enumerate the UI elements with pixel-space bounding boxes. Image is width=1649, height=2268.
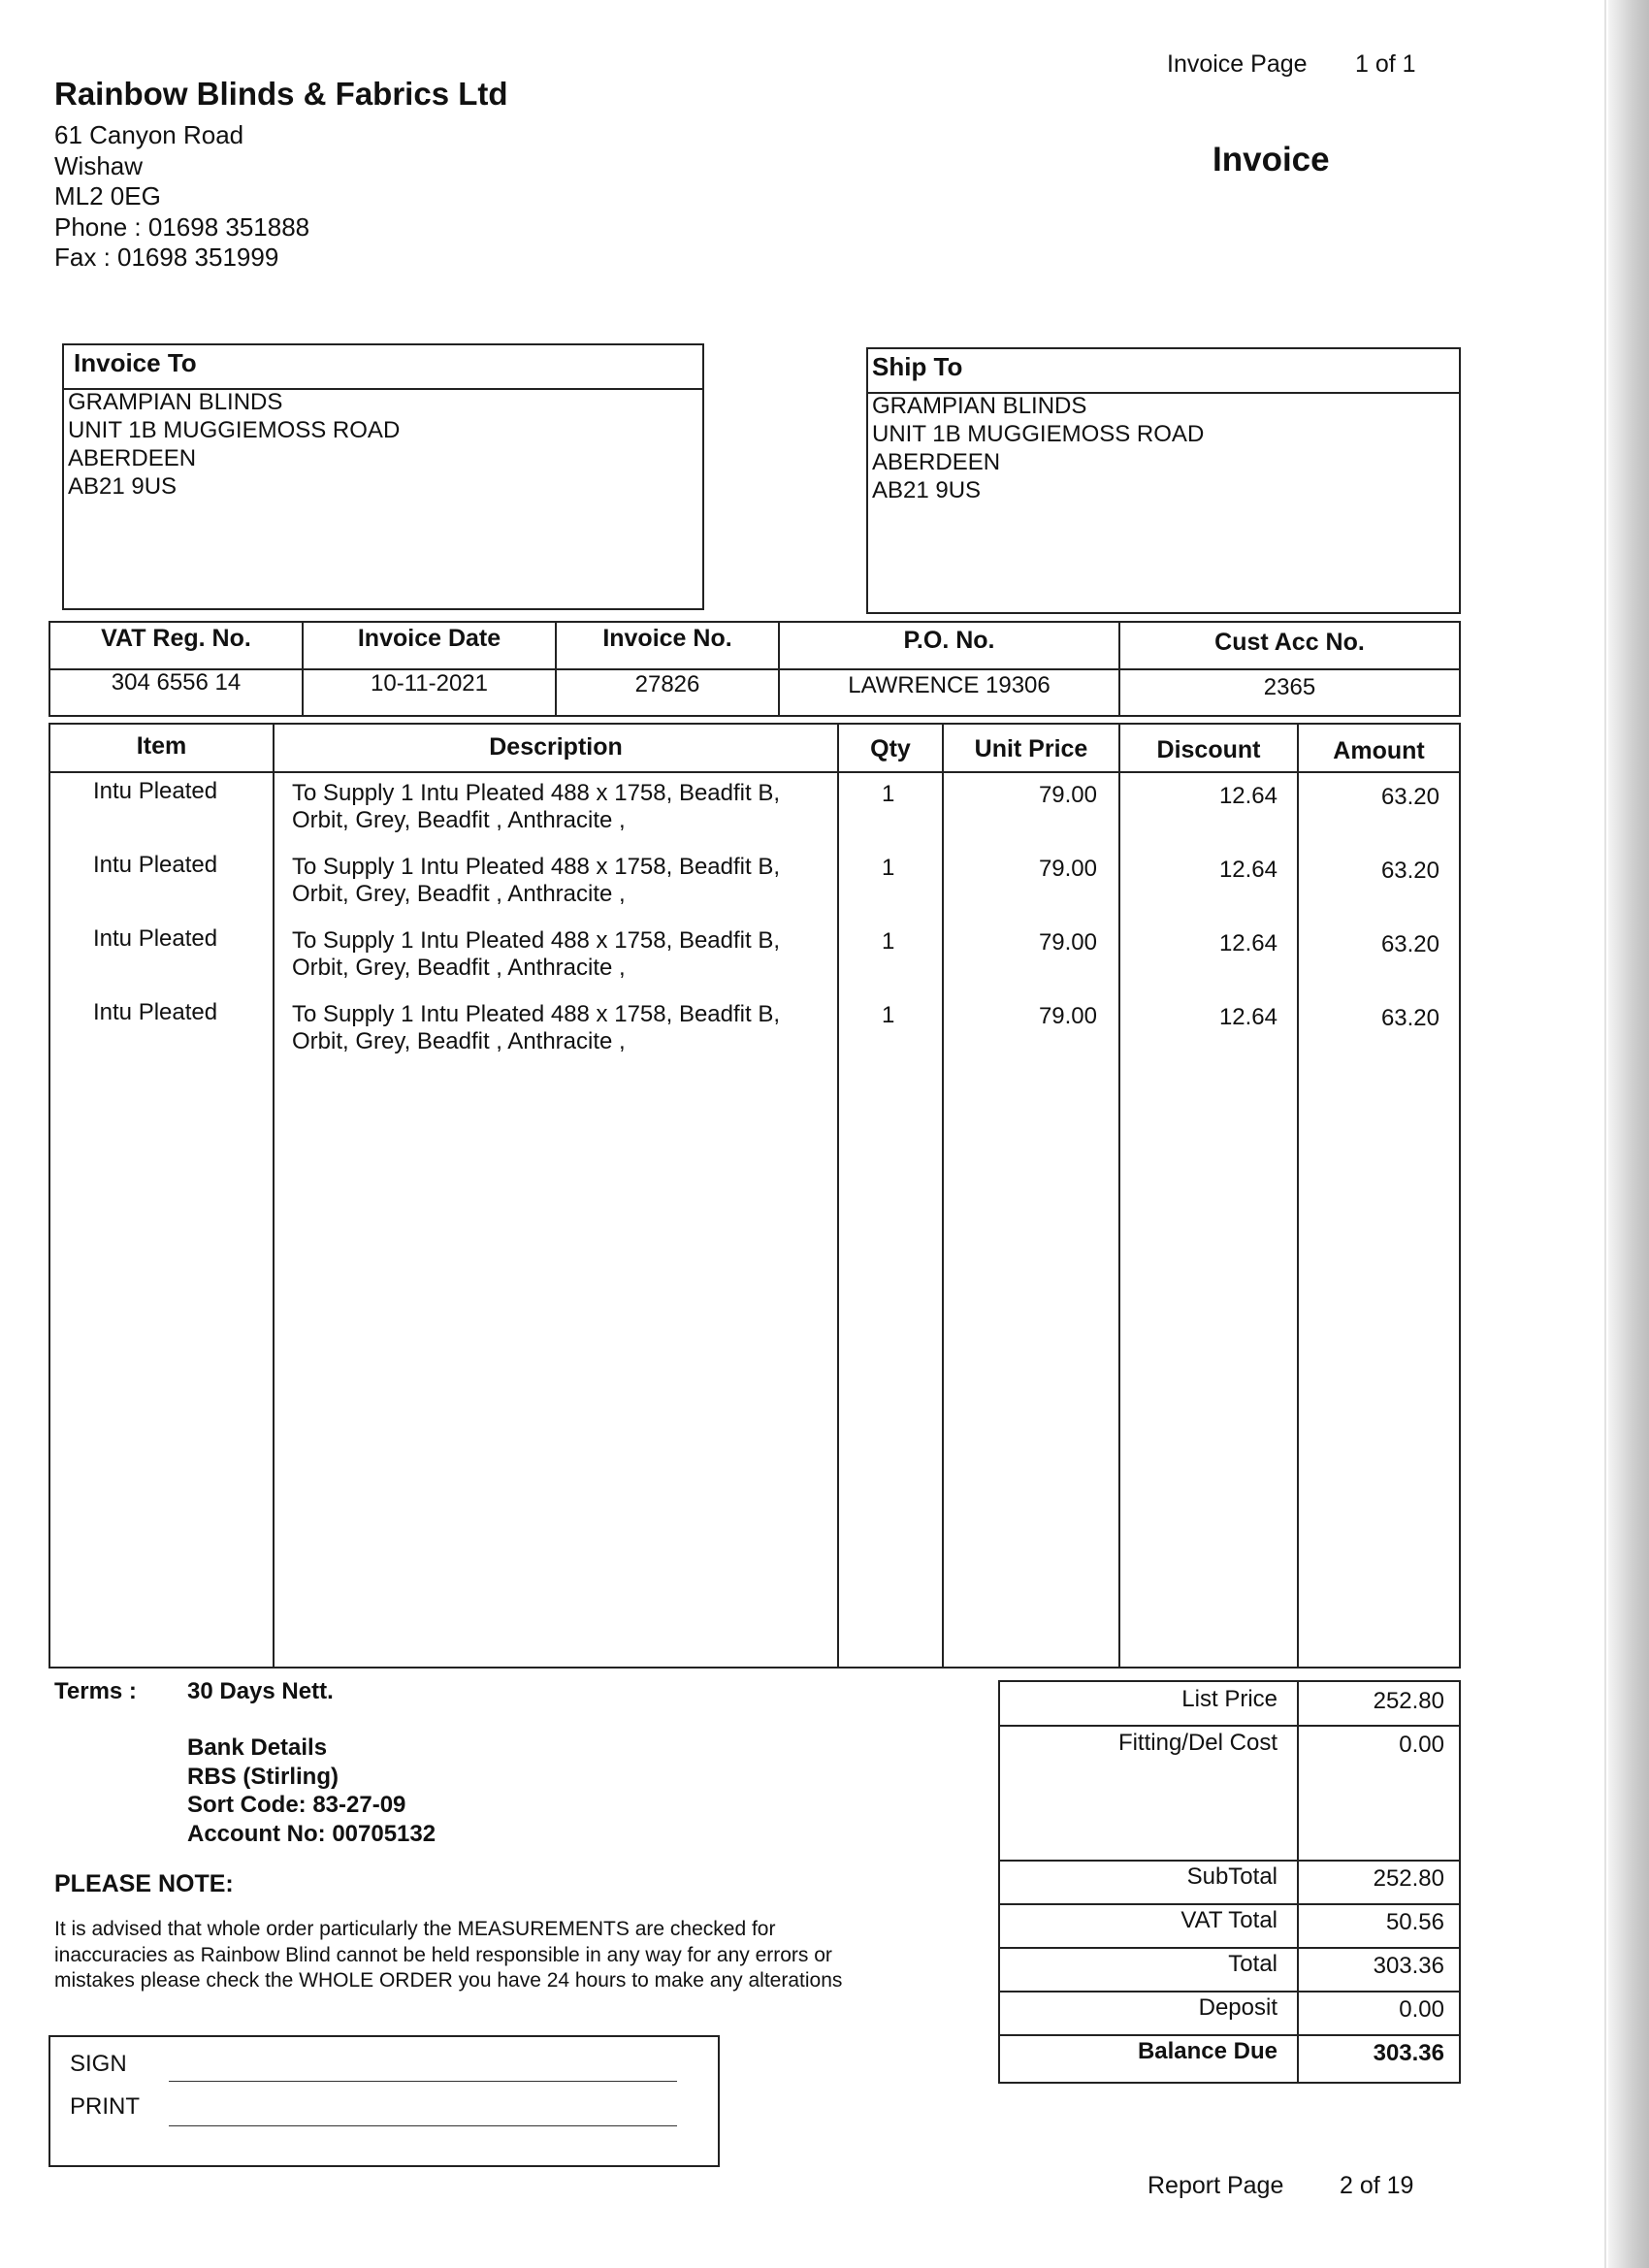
subtotal-label: SubTotal [1186, 1863, 1277, 1890]
bank-details-title: Bank Details [187, 1734, 328, 1761]
totals-divider [1000, 1947, 1459, 1949]
row-qty: 1 [882, 781, 895, 807]
row-item: Intu Pleated [93, 778, 218, 804]
items-col-sep [273, 725, 275, 1667]
print-line[interactable] [169, 2125, 677, 2126]
cust-acc-header: Cust Acc No. [1214, 629, 1365, 656]
row-qty: 1 [882, 855, 895, 881]
qty-header: Qty [870, 735, 911, 762]
print-label: PRINT [70, 2093, 140, 2120]
ship-to-line: ABERDEEN [872, 449, 1001, 475]
totals-box [998, 1680, 1461, 2084]
deposit-value: 0.00 [1399, 1996, 1444, 2023]
row-description-line1: To Supply 1 Intu Pleated 488 x 1758, Beadfit B, [292, 780, 781, 806]
row-amount: 63.20 [1380, 858, 1439, 884]
ship-to-label: Ship To [872, 352, 963, 381]
row-item: Intu Pleated [93, 925, 218, 952]
signature-box [48, 2035, 720, 2167]
row-unit-price: 79.00 [1038, 856, 1097, 882]
vat-reg-header: VAT Reg. No. [101, 625, 251, 652]
total-label: Total [1228, 1951, 1277, 1977]
list-price-value: 252.80 [1373, 1688, 1444, 1714]
row-qty: 1 [882, 1002, 895, 1028]
company-address-line: 61 Canyon Road [54, 120, 244, 149]
row-description-line1: To Supply 1 Intu Pleated 488 x 1758, Beadfit B, [292, 927, 781, 954]
sign-label: SIGN [70, 2051, 127, 2077]
company-address [54, 120, 309, 274]
invoice-to-line: UNIT 1B MUGGIEMOSS ROAD [68, 417, 401, 443]
row-amount: 63.20 [1380, 784, 1439, 810]
note-line: It is advised that whole order particularly the MEASUREMENTS are checked for [54, 1918, 776, 1940]
fitting-value: 0.00 [1399, 1732, 1444, 1758]
scan-edge-shadow [1608, 0, 1649, 2268]
row-description-line2: Orbit, Grey, Beadfit , Anthracite , [292, 1028, 626, 1054]
invoice-no-value: 27826 [634, 671, 700, 697]
ship-to-box [866, 347, 1461, 614]
invoice-to-label: Invoice To [74, 348, 197, 377]
row-amount: 63.20 [1380, 1005, 1439, 1031]
vat-reg-value: 304 6556 14 [111, 669, 242, 696]
invoice-to-address [68, 388, 400, 501]
subtotal-value: 252.80 [1373, 1865, 1444, 1892]
ship-to-address [872, 392, 1204, 504]
company-address-line: Wishaw [54, 150, 144, 180]
company-name: Rainbow Blinds & Fabrics Ltd [54, 76, 508, 112]
ship-to-line: UNIT 1B MUGGIEMOSS ROAD [872, 421, 1205, 447]
row-item: Intu Pleated [93, 852, 218, 878]
ship-to-line: GRAMPIAN BLINDS [872, 393, 1087, 419]
company-phone: Phone : 01698 351888 [54, 211, 310, 242]
invoice-page-label: Invoice Page [1167, 50, 1308, 78]
row-discount: 12.64 [1218, 1004, 1277, 1030]
invoice-page-value: 1 of 1 [1355, 50, 1416, 78]
invoice-info-table [48, 621, 1461, 717]
row-description-line1: To Supply 1 Intu Pleated 488 x 1758, Beadfit B, [292, 1001, 781, 1027]
row-description-line1: To Supply 1 Intu Pleated 488 x 1758, Beadfit B, [292, 854, 781, 880]
vat-total-label: VAT Total [1180, 1907, 1277, 1933]
row-description-line2: Orbit, Grey, Beadfit , Anthracite , [292, 807, 626, 833]
discount-header: Discount [1156, 736, 1261, 763]
row-discount: 12.64 [1218, 857, 1277, 883]
amount-header: Amount [1333, 737, 1425, 764]
bank-details [187, 1733, 436, 1848]
sort-code: Sort Code: 83-27-09 [187, 1792, 406, 1818]
invoice-no-header: Invoice No. [602, 625, 732, 652]
po-no-value: LAWRENCE 19306 [848, 672, 1051, 698]
terms-label: Terms : [54, 1678, 137, 1704]
terms-value: 30 Days Nett. [187, 1678, 334, 1704]
row-discount: 12.64 [1218, 783, 1277, 809]
list-price-label: List Price [1181, 1686, 1277, 1712]
document-title: Invoice [1212, 141, 1330, 178]
totals-divider [1000, 2034, 1459, 2036]
totals-divider [1000, 1860, 1459, 1862]
total-value: 303.36 [1373, 1953, 1444, 1979]
row-amount: 63.20 [1380, 931, 1439, 957]
invoice-to-line: GRAMPIAN BLINDS [68, 389, 283, 415]
row-unit-price: 79.00 [1038, 1003, 1097, 1029]
items-table [48, 723, 1461, 1669]
invoice-to-line: ABERDEEN [68, 445, 197, 471]
row-item: Intu Pleated [93, 999, 218, 1025]
items-col-sep [837, 725, 839, 1667]
invoice-date-header: Invoice Date [357, 625, 501, 652]
cust-acc-value: 2365 [1263, 674, 1316, 700]
row-description-line2: Orbit, Grey, Beadfit , Anthracite , [292, 955, 626, 981]
invoice-date-value: 10-11-2021 [371, 670, 488, 697]
fitting-label: Fitting/Del Cost [1117, 1730, 1277, 1756]
bank-name: RBS (Stirling) [187, 1763, 339, 1790]
please-note-text [54, 1917, 842, 1994]
totals-divider [1000, 1991, 1459, 1993]
note-line: inaccuracies as Rainbow Blind cannot be held responsible in any way for any errors or [54, 1943, 832, 1966]
row-unit-price: 79.00 [1038, 782, 1097, 808]
row-discount: 12.64 [1218, 930, 1277, 956]
company-fax: Fax : 01698 351999 [54, 243, 279, 272]
row-qty: 1 [882, 928, 895, 955]
vat-total-value: 50.56 [1385, 1909, 1444, 1935]
note-line: mistakes please check the WHOLE ORDER you have 24 hours to make any alterations [54, 1969, 843, 1992]
balance-due-value: 303.36 [1373, 2040, 1444, 2066]
report-page-label: Report Page [1148, 2172, 1284, 2199]
totals-divider [1000, 1903, 1459, 1905]
row-description-line2: Orbit, Grey, Beadfit , Anthracite , [292, 881, 626, 907]
invoice-to-box [62, 343, 704, 610]
ship-to-line: AB21 9US [872, 477, 982, 503]
sign-line[interactable] [169, 2081, 677, 2082]
please-note-title: PLEASE NOTE: [54, 1870, 234, 1897]
description-header: Description [489, 733, 623, 761]
account-number: Account No: 00705132 [187, 1820, 436, 1847]
items-header-divider [50, 771, 1459, 773]
item-header: Item [136, 732, 187, 760]
unit-price-header: Unit Price [974, 735, 1088, 762]
deposit-label: Deposit [1198, 1994, 1277, 2021]
balance-due-label: Balance Due [1137, 2038, 1277, 2064]
totals-divider [1000, 1725, 1459, 1727]
row-unit-price: 79.00 [1038, 929, 1097, 956]
company-address-line: ML2 0EG [54, 181, 161, 211]
invoice-to-line: AB21 9US [68, 473, 178, 500]
po-no-header: P.O. No. [903, 627, 995, 654]
report-page-value: 2 of 19 [1340, 2172, 1414, 2199]
scan-edge-line [1604, 0, 1606, 2268]
